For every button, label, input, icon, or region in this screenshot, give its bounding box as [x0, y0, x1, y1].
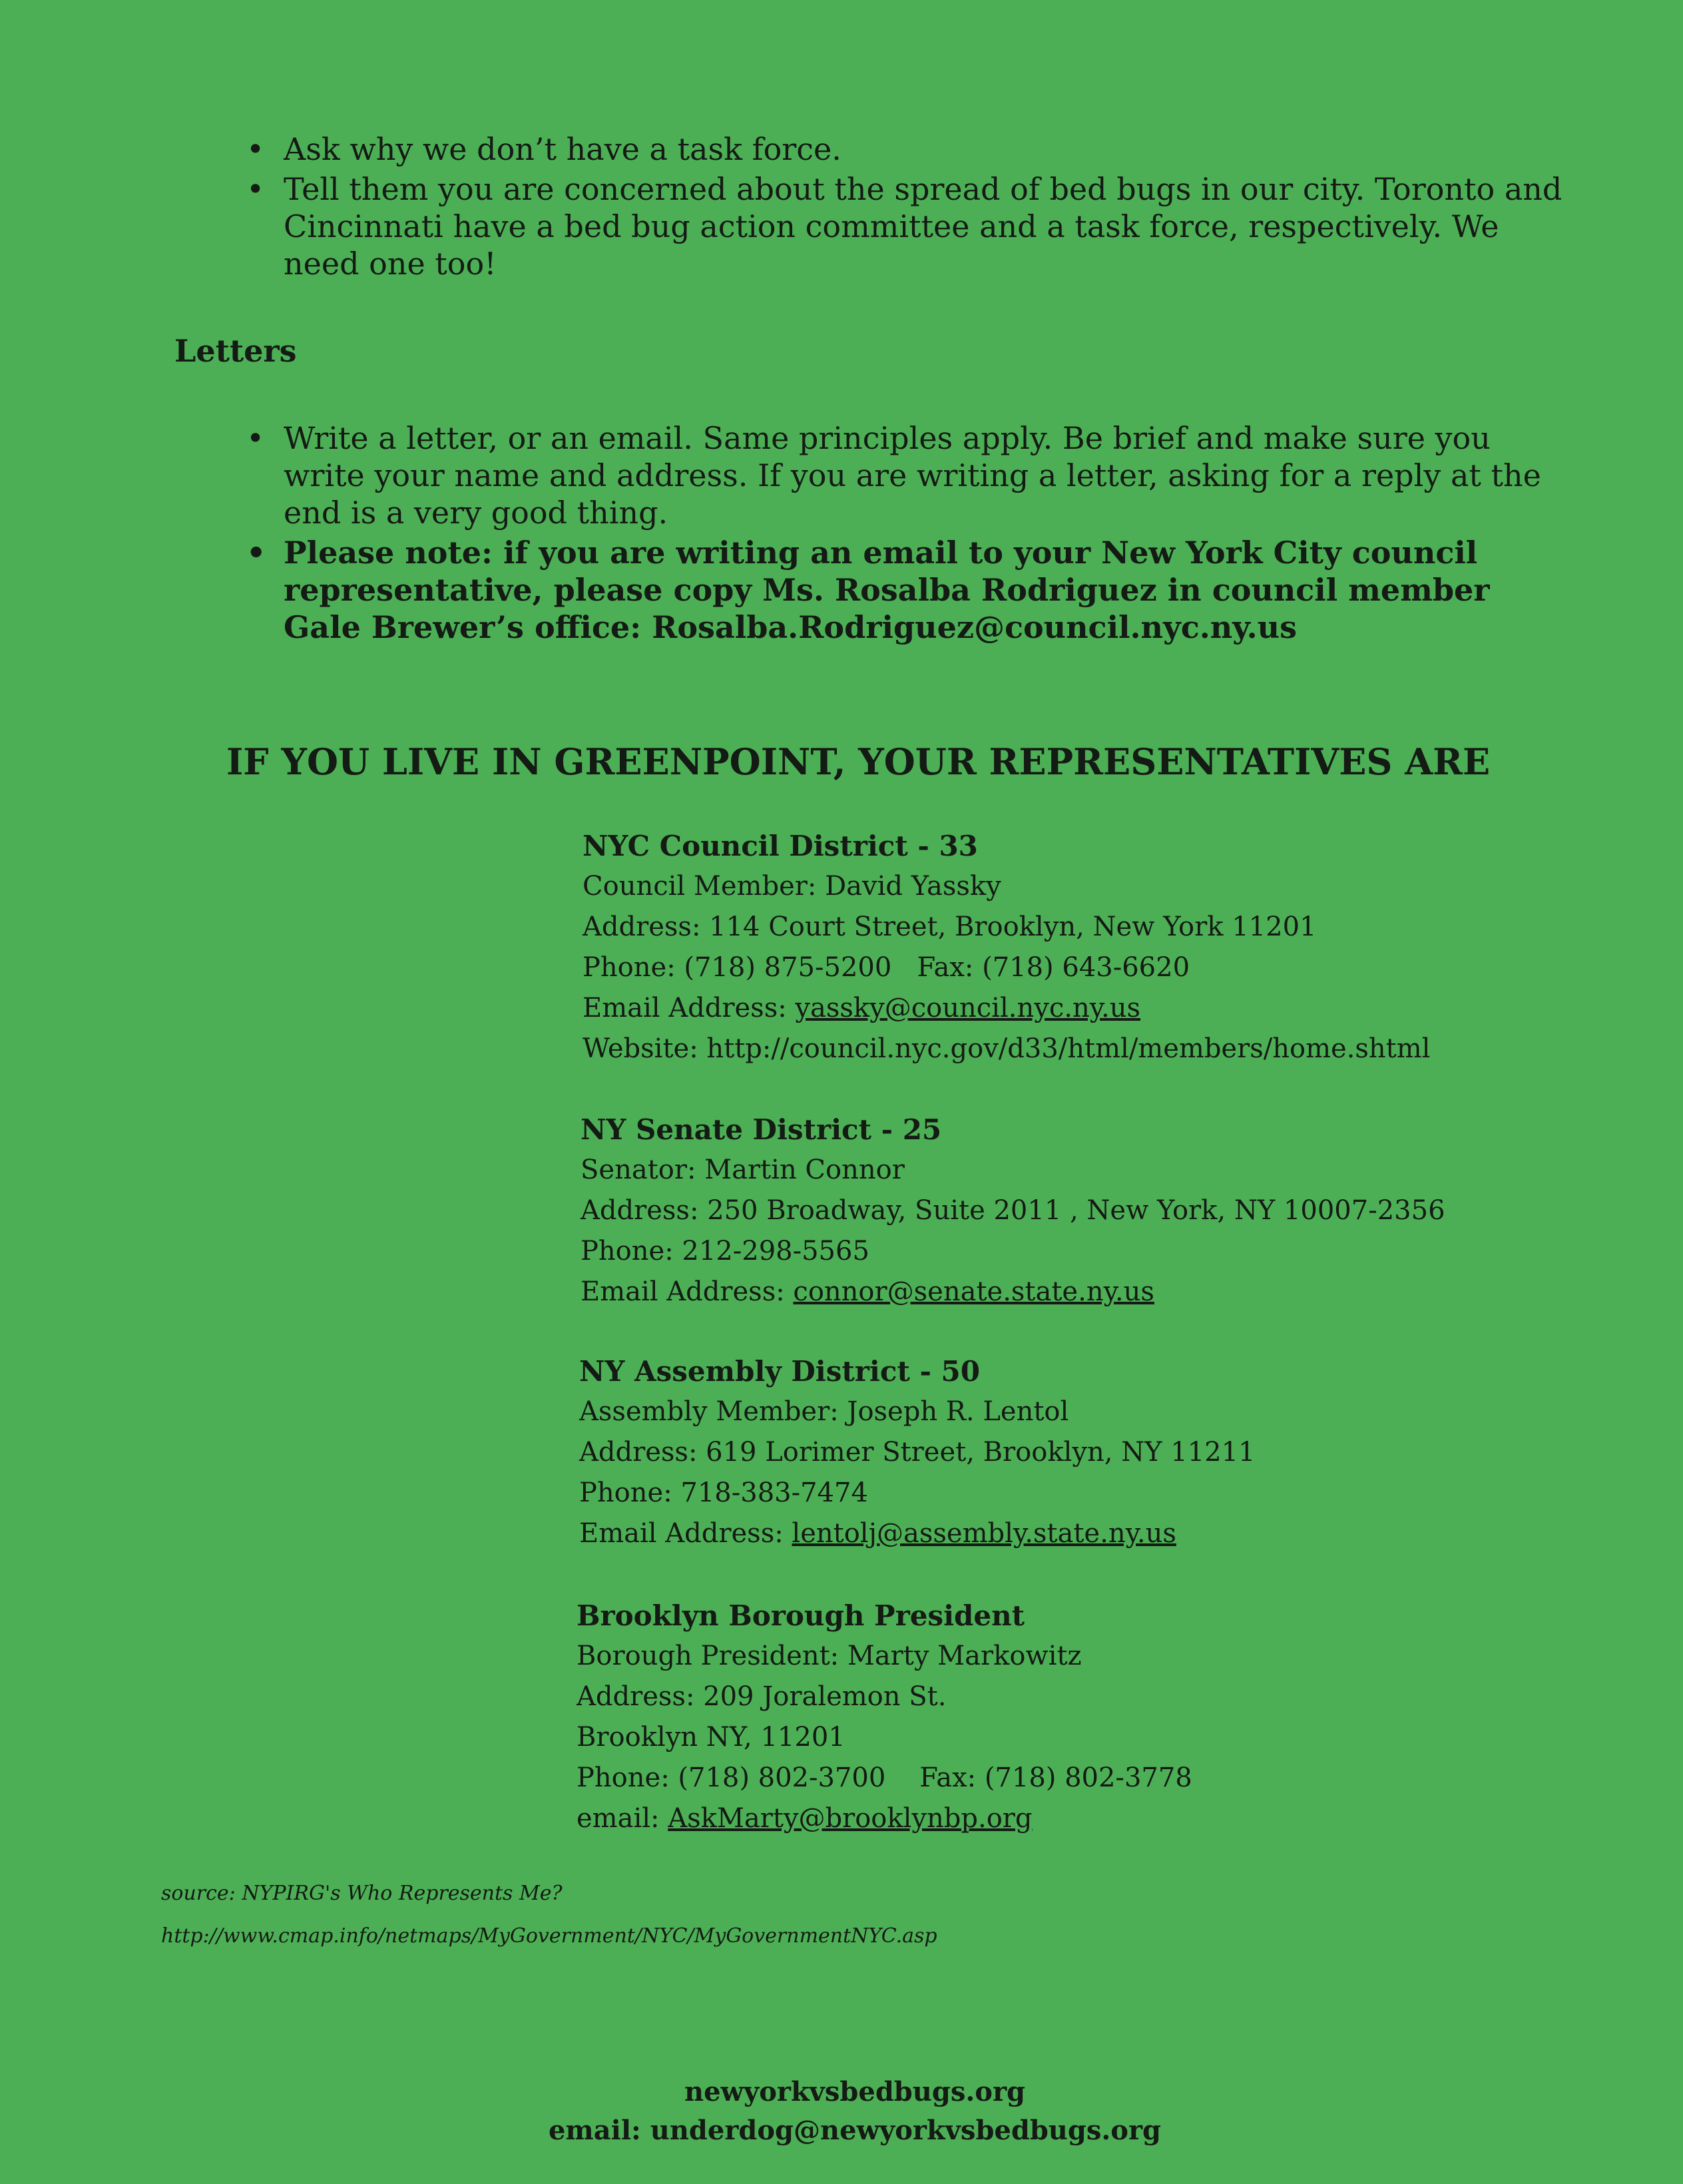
assembly-email-label: Email Address: [579, 1518, 792, 1549]
assembly-member: Assembly Member: Joseph R. Lentol [579, 1396, 1069, 1427]
borough-email-link[interactable]: AskMarty@brooklynbp.org [668, 1803, 1033, 1834]
council-phone: Phone: (718) 875-5200 Fax: (718) 643-6620 [583, 952, 1190, 983]
senate-title: NY Senate District - 25 [581, 1113, 942, 1146]
senate-address: Address: 250 Broadway, Suite 2011 , New York, NY 10007-2356 [581, 1195, 1445, 1226]
council-email-label: Email Address: [583, 993, 796, 1023]
council-district-block [583, 826, 1430, 1069]
assembly-address: Address: 619 Lorimer Street, Brooklyn, NY 11211 [579, 1437, 1256, 1468]
borough-email-row [577, 1798, 1192, 1839]
council-email-link[interactable]: yassky@council.nyc.ny.us [795, 993, 1140, 1023]
assembly-email-link[interactable]: lentolj@assembly.state.ny.us [792, 1518, 1176, 1549]
assembly-district-block [579, 1351, 1256, 1554]
senate-email-label: Email Address: [581, 1276, 794, 1307]
council-website: Website: http://council.nyc.gov/d33/html/members/home.shtml [583, 1033, 1431, 1064]
senate-phone: Phone: 212-298-5565 [581, 1236, 869, 1266]
borough-address-line-2: Brooklyn NY, 11201 [577, 1722, 845, 1753]
top-bullet-list [246, 131, 1571, 282]
source-citation: source: NYPIRG's Who Represents Me? [161, 1882, 563, 1905]
senate-email-row [581, 1272, 1445, 1312]
borough-address-line-1: Address: 209 Joralemon St. [577, 1681, 947, 1712]
footer-website[interactable]: newyorkvsbedbugs.org [684, 2076, 1025, 2107]
borough-president-block [577, 1595, 1192, 1839]
footer-email[interactable]: email: underdog@newyorkvsbedbugs.org [548, 2115, 1162, 2146]
borough-email-label: email: [577, 1803, 668, 1834]
source-url[interactable]: http://www.cmap.info/netmaps/MyGovernment/NYC/MyGovernmentNYC.asp [161, 1924, 937, 1948]
bullet-task-force: • Ask why we don’t have a task force. [246, 131, 1571, 168]
assembly-title: NY Assembly District - 50 [579, 1355, 980, 1388]
assembly-phone: Phone: 718-383-7474 [579, 1478, 868, 1508]
borough-phone: Phone: (718) 802-3700 Fax: (718) 802-3778 [577, 1763, 1192, 1793]
borough-member: Borough President: Marty Markowitz [577, 1641, 1082, 1671]
council-email-row [583, 988, 1430, 1029]
council-address: Address: 114 Court Street, Brooklyn, New York 11201 [583, 912, 1317, 942]
assembly-email-row [579, 1513, 1256, 1554]
senate-email-link[interactable]: connor@senate.state.ny.us [793, 1276, 1154, 1307]
borough-title: Brooklyn Borough President [577, 1599, 1025, 1632]
letters-bullet-list [246, 419, 1571, 646]
representatives-heading: IF YOU LIVE IN GREENPOINT, YOUR REPRESENTATIVES ARE [226, 740, 1491, 783]
senate-district-block [581, 1109, 1445, 1312]
bullet-concern: • Tell them you are concerned about the spread of bed bugs in our city. Toronto and Cincinnati have a bed bug action committee and a task force, respectively. We need one too! [246, 170, 1571, 282]
bullet-please-note: • Please note: if you are writing an email to your New York City council representative, please copy Ms. Rosalba Rodriguez in council member Gale Brewer’s office: Rosalba.Rodriguez@council.nyc.ny.us [246, 534, 1571, 646]
council-member: Council Member: David Yassky [583, 871, 1001, 902]
senate-member: Senator: Martin Connor [581, 1155, 905, 1185]
letters-heading: Letters [174, 333, 297, 369]
bullet-write-letter: • Write a letter, or an email. Same principles apply. Be brief and make sure you write your name and address. If you are writing a letter, asking for a reply at the end is a very good thing. [246, 419, 1571, 531]
council-title: NYC Council District - 33 [583, 830, 978, 862]
